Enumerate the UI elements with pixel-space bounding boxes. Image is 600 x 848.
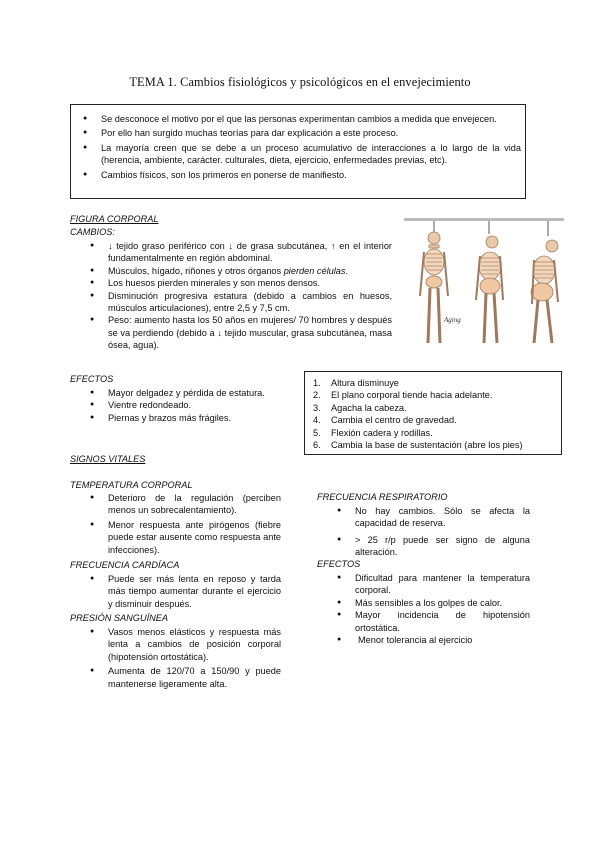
skeleton-young — [420, 232, 448, 343]
skeleton-old — [531, 240, 558, 343]
list-item: ● Por ello han surgido muchas teorías para dar explicación a este proceso. — [75, 127, 521, 139]
efectos-list — [82, 387, 302, 424]
section-heading-figura: FIGURA CORPORAL — [70, 214, 159, 224]
list-item: ● > 25 r/p puede ser signo de alguna alteración. — [329, 534, 530, 559]
temperatura-list — [82, 492, 281, 556]
numbered-item: 1. Altura disminuye — [313, 378, 399, 388]
intro-list — [75, 113, 521, 181]
figure-caption: Aging — [444, 316, 461, 324]
skeleton-aging-illustration — [404, 218, 564, 350]
list-item: ● Mayor delgadez y pérdida de estatura. — [82, 387, 302, 399]
section-heading-signos: SIGNOS VITALES — [70, 454, 146, 464]
list-item: ● Vientre redondeado. — [82, 399, 302, 411]
intro-box — [70, 104, 526, 199]
frecuencia-cardiaca-list — [82, 573, 281, 610]
list-item: ● Aumenta de 120/70 a 150/90 y puede mantenerse ligeramente alta. — [82, 665, 281, 690]
subheading-cambios: CAMBIOS: — [70, 227, 115, 237]
list-item: ● Vasos menos elásticos y respuesta más lenta a cambios de posición corporal (hipotensión ortostática). — [82, 626, 281, 663]
subheading-presion: PRESIÓN SANGUÍNEA — [70, 613, 169, 623]
presion-list — [82, 626, 281, 690]
list-item: ● Más sensibles a los golpes de calor. — [329, 597, 530, 609]
list-item: ● ↓ tejido graso periférico con ↓ de grasa subcutánea, ↑ en el interior fundamentalmente en región abdominal. — [82, 240, 392, 265]
numbered-list — [309, 377, 557, 451]
list-item: ● Músculos, hígado, riñones y otros órganos pierden células. — [82, 265, 392, 277]
numbered-item: 5. Flexión cadera y rodillas. — [313, 427, 433, 438]
frecuencia-respiratoria-list — [329, 505, 530, 559]
efectos-signos-list — [329, 572, 530, 646]
list-item: ● Deterioro de la regulación (perciben menos un sobrecalentamiento). — [82, 492, 281, 517]
list-item: ● Peso: aumento hasta los 50 años en mujeres/ 70 hombres y después se va perdiendo (debido a ↓ tejido muscular, grasa subcutánea, masa ósea, agua). — [82, 314, 392, 351]
list-item: ● Dificultad para mantener la temperatura corporal. — [329, 572, 530, 597]
list-item: ● Se desconoce el motivo por el que las personas experimentan cambios a medida que envejecen. — [75, 113, 521, 125]
numbered-item: 2. El plano corporal tiende hacia adelante. — [313, 390, 493, 401]
list-item: ● Menor respuesta ante pirógenos (fiebre puede estar ausente como respuesta ante infecciones). — [82, 519, 281, 556]
subheading-temperatura: TEMPERATURA CORPORAL — [70, 480, 193, 490]
subheading-frecuencia-cardiaca: FRECUENCIA CARDÍACA — [70, 560, 180, 570]
list-item: ● Puede ser más lenta en reposo y tarda más tiempo aumentar durante el ejercicio y disminuir después. — [82, 573, 281, 610]
numbered-item: 6. Cambia la base de sustentación (abre los pies) — [313, 440, 523, 451]
list-item: ● La mayoría creen que se debe a un proceso acumulativo de interacciones a lo largo de la vida (herencia, ambiente, carácter. culturales, dieta, ejercicio, enfermedades previas, etc). — [75, 142, 521, 167]
numbered-box — [304, 371, 562, 455]
list-item: ● Disminución progresiva estatura (debido a cambios en huesos, músculos articulaciones), entre 2,5 y 7,5 cm. — [82, 290, 392, 315]
list-item: ● Menor tolerancia al ejercicio — [329, 634, 530, 646]
subheading-efectos-signos: EFECTOS — [317, 559, 361, 569]
numbered-item: 4. Cambia el centro de gravedad. — [313, 415, 457, 426]
list-item: ● Piernas y brazos más frágiles. — [82, 412, 302, 424]
cambios-list — [82, 240, 392, 352]
list-item: ● Mayor incidencia de hipotensión ortostática. — [329, 609, 530, 634]
skeleton-middle — [476, 236, 503, 343]
subheading-frecuencia-respiratoria: FRECUENCIA RESPIRATORIO — [317, 492, 448, 502]
page-title: TEMA 1. Cambios fisiológicos y psicológicos en el envejecimiento — [129, 75, 471, 89]
list-item: ● Cambios físicos, son los primeros en ponerse de manifiesto. — [75, 169, 521, 181]
list-item: ● No hay cambios. Sólo se afecta la capacidad de reserva. — [329, 505, 530, 530]
numbered-item: 3. Agacha la cabeza. — [313, 402, 407, 413]
section-heading-efectos: EFECTOS — [70, 374, 114, 384]
list-item: ● Los huesos pierden minerales y son menos densos. — [82, 277, 392, 289]
